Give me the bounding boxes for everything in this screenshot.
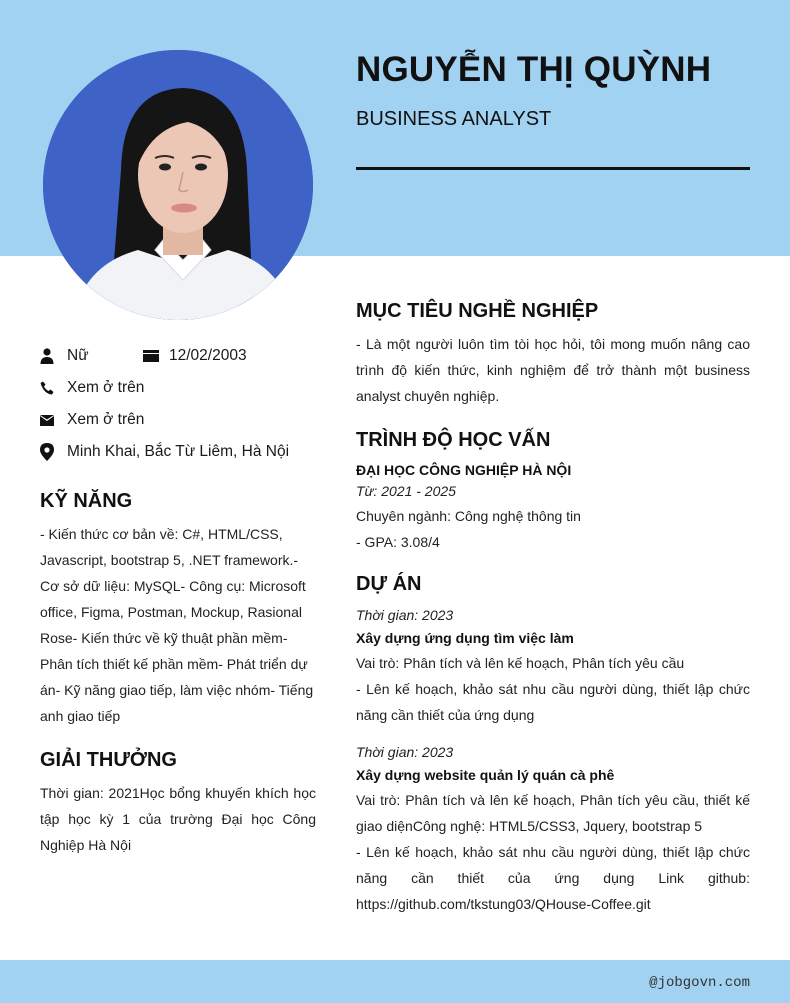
project-item bbox=[356, 741, 750, 917]
candidate-role: BUSINESS ANALYST bbox=[356, 108, 552, 130]
objective-title: MỤC TIÊU NGHỀ NGHIỆP bbox=[356, 300, 599, 322]
phone-value: Xem ở trên bbox=[67, 379, 145, 396]
education-section bbox=[356, 429, 750, 555]
footer-watermark: @jobgovn.com bbox=[649, 975, 750, 991]
gender-value: Nữ bbox=[67, 347, 89, 364]
birthday-item bbox=[143, 347, 247, 365]
project-time: Thời gian: 2023 bbox=[356, 607, 454, 623]
projects-title: DỰ ÁN bbox=[356, 573, 422, 595]
gender-item bbox=[40, 347, 107, 365]
projects-section bbox=[356, 573, 750, 917]
left-column bbox=[40, 340, 316, 858]
right-column bbox=[356, 300, 750, 930]
project-item bbox=[356, 604, 750, 728]
person-icon bbox=[40, 348, 54, 364]
header-divider bbox=[356, 167, 750, 170]
skills-title: KỸ NĂNG bbox=[40, 490, 133, 512]
phone-row bbox=[40, 372, 316, 404]
education-period: Từ: 2021 - 2025 bbox=[356, 483, 456, 499]
project-desc: - Lên kế hoạch, khảo sát nhu cầu người dùng, thiết lập chức năng cần thiết của ứng dụng Link github: https://github.com/tkstung03/QHouse-Coffee.git bbox=[356, 844, 750, 912]
address-row bbox=[40, 436, 316, 468]
objective-section bbox=[356, 300, 750, 409]
email-row bbox=[40, 404, 316, 436]
project-role: Vai trò: Phân tích và lên kế hoạch, Phân tích yêu cầu, thiết kế giao diệnCông nghệ: HTML5/CSS3, Jquery, bootstrap 5 bbox=[356, 792, 750, 834]
education-title: TRÌNH ĐỘ HỌC VẤN bbox=[356, 429, 551, 451]
awards-title: GIẢI THƯỞNG bbox=[40, 749, 177, 771]
project-role: Vai trò: Phân tích và lên kế hoạch, Phân tích yêu cầu bbox=[356, 655, 685, 671]
phone-icon bbox=[40, 380, 54, 396]
portrait-illustration bbox=[43, 50, 313, 320]
calendar-icon bbox=[143, 348, 159, 364]
location-pin-icon bbox=[40, 444, 54, 460]
birthday-value: 12/02/2003 bbox=[169, 347, 247, 364]
skills-section bbox=[40, 490, 316, 729]
education-gpa: - GPA: 3.08/4 bbox=[356, 534, 440, 550]
project-time: Thời gian: 2023 bbox=[356, 744, 454, 760]
project-name: Xây dựng website quản lý quán cà phê bbox=[356, 767, 615, 783]
awards-section bbox=[40, 749, 316, 858]
candidate-name: NGUYỄN THỊ QUỲNH bbox=[356, 50, 712, 89]
awards-text: Thời gian: 2021Học bổng khuyến khích học tập học kỳ 1 của trường Đại học Công Nghiệp Hà Nội bbox=[40, 785, 316, 853]
profile-photo bbox=[43, 50, 313, 320]
skills-text: - Kiến thức cơ bản về: C#, HTML/CSS, Javascript, bootstrap 5, .NET framework.- Cơ sở dữ liệu: MySQL- Công cụ: Microsoft office, Figma, Postman, Mockup, Rasional Rose- Kiến thức về kỹ thuật phần mềm- Phân tích thiết kế phần mềm- Phát triển dự án- Kỹ năng giao tiếp, làm việc nhóm- Tiếng anh giao tiếp bbox=[40, 526, 314, 724]
objective-text: - Là một người luôn tìm tòi học hỏi, tôi mong muốn nâng cao trình độ kiến thức, kinh nghiệm để trở thành một business analyst chuyên nghiệp. bbox=[356, 336, 750, 404]
mail-icon bbox=[40, 412, 54, 428]
school-name: ĐẠI HỌC CÔNG NGHIỆP HÀ NỘI bbox=[356, 462, 572, 478]
project-name: Xây dựng ứng dụng tìm việc làm bbox=[356, 630, 574, 646]
email-value: Xem ở trên bbox=[67, 411, 145, 428]
project-desc: - Lên kế hoạch, khảo sát nhu cầu người dùng, thiết lập chức năng cần thiết của ứng dụng bbox=[356, 681, 750, 723]
education-major: Chuyên ngành: Công nghệ thông tin bbox=[356, 508, 581, 524]
address-value: Minh Khai, Bắc Từ Liêm, Hà Nội bbox=[67, 443, 290, 460]
gender-birthday-row bbox=[40, 340, 316, 372]
